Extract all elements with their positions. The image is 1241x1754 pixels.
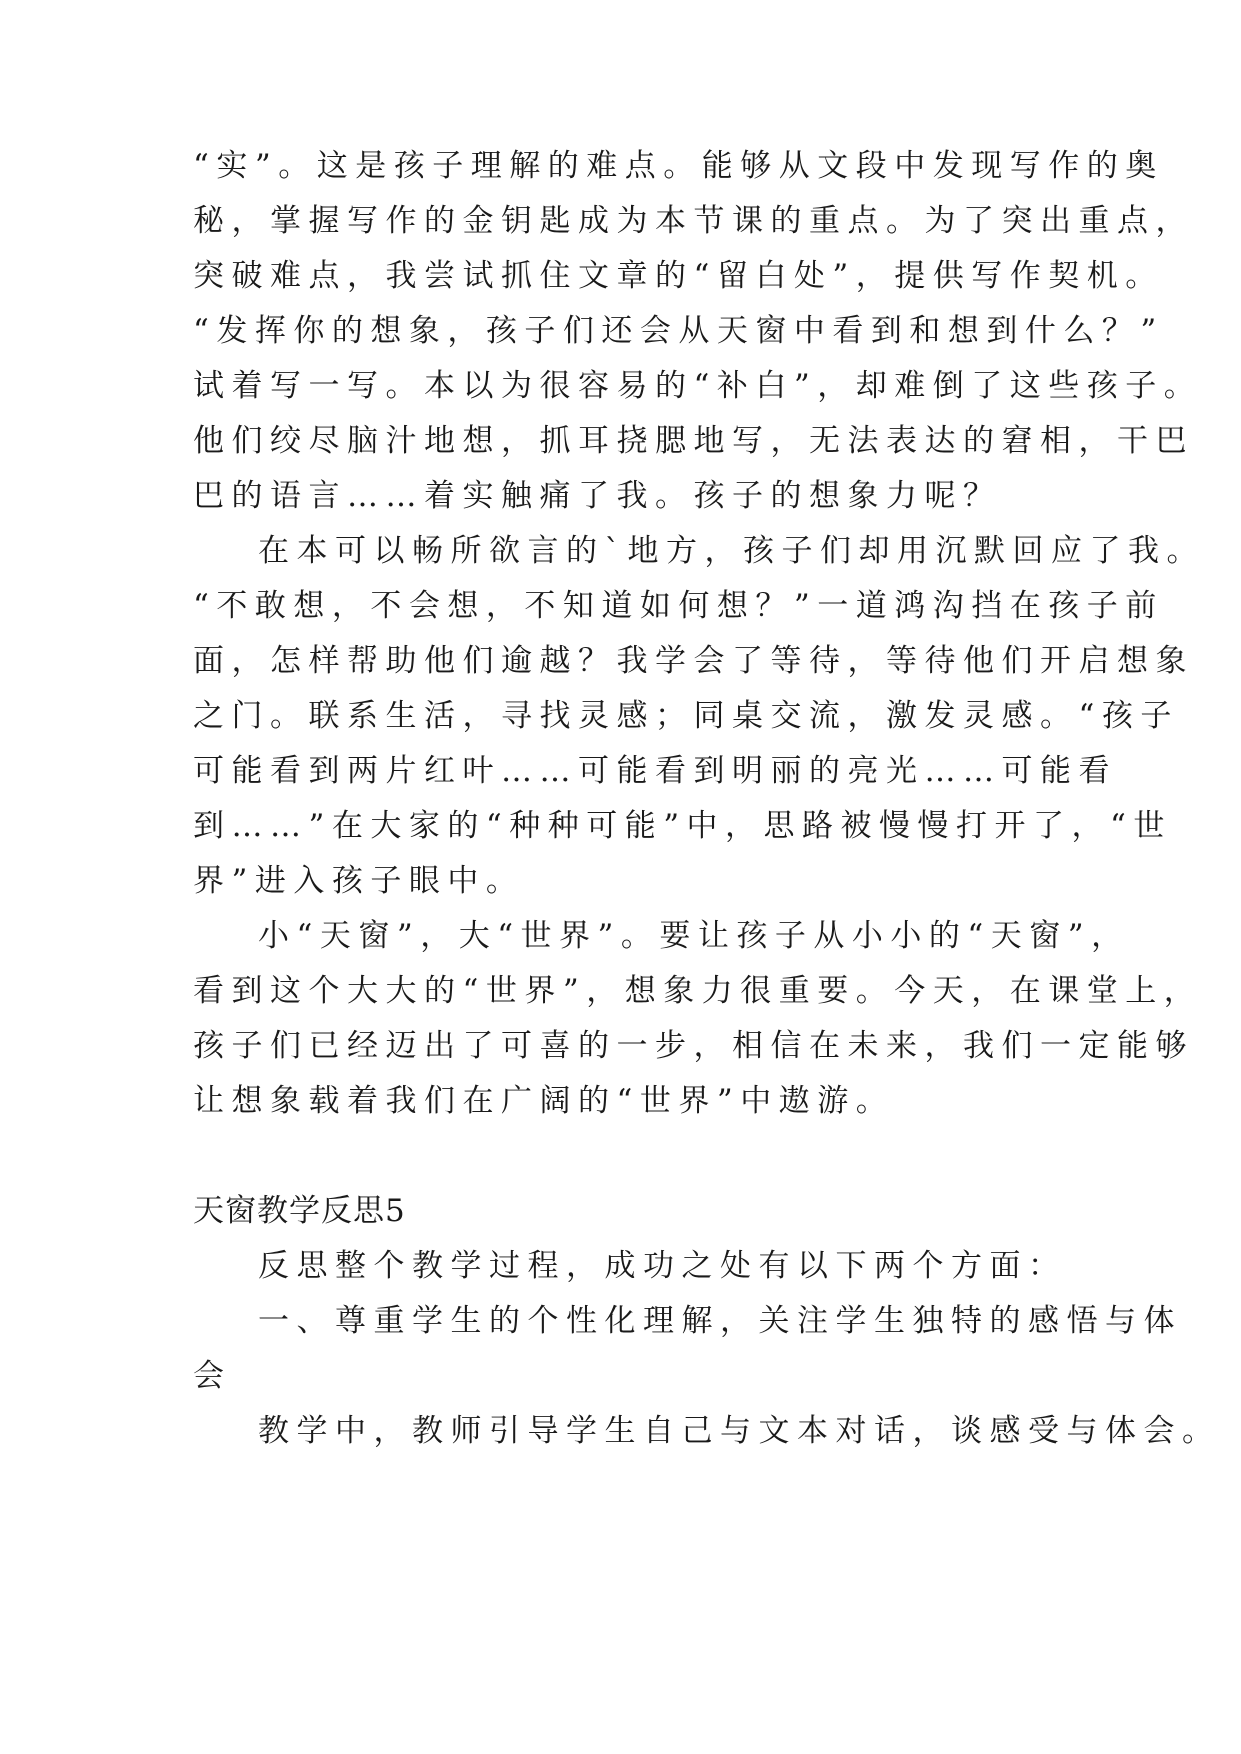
text-line: 秘，掌握写作的金钥匙成为本节课的重点。为了突出重点， (193, 203, 1194, 239)
text-line: 看到这个大大的“世界”，想象力很重要。今天，在课堂上， (193, 973, 1203, 1009)
text-line: 会 (193, 1358, 232, 1394)
text-line: 他们绞尽脑汁地想，抓耳挠腮地写，无法表达的窘相，干巴 (193, 423, 1194, 459)
text-line: 教学中，教师引导学生自己与文本对话，谈感受与体会。 (258, 1413, 1221, 1449)
text-line: 小“天窗”，大“世界”。要让孩子从小小的“天窗”， (258, 918, 1130, 954)
text-line: “实”。这是孩子理解的难点。能够从文段中发现写作的奥 (193, 148, 1164, 184)
text-line: 孩子们已经迈出了可喜的一步，相信在未来，我们一定能够 (193, 1028, 1194, 1064)
text-line: 之门。联系生活，寻找灵感；同桌交流，激发灵感。“孩子 (193, 698, 1179, 734)
text-line: 试着写一写。本以为很容易的“补白”，却难倒了这些孩子。 (193, 368, 1203, 404)
text-line: 面，怎样帮助他们逾越？我学会了等待，等待他们开启想象 (193, 643, 1194, 679)
text-line: 让想象载着我们在广阔的“世界”中遨游。 (193, 1083, 895, 1119)
text-line: “不敢想，不会想，不知道如何想？”一道鸿沟挡在孩子前 (193, 588, 1164, 624)
text-line: 反思整个教学过程，成功之处有以下两个方面： (258, 1248, 1067, 1284)
text-line: 突破难点，我尝试抓住文章的“留白处”，提供写作契机。 (193, 258, 1164, 294)
text-line: 到……”在大家的“种种可能”中，思路被慢慢打开了，“世 (193, 808, 1172, 844)
text-line: 巴的语言……着实触痛了我。孩子的想象力呢？ (193, 478, 1002, 514)
text-line: 界”进入孩子眼中。 (193, 863, 525, 899)
text-line: “发挥你的想象，孩子们还会从天窗中看到和想到什么？” (193, 313, 1164, 349)
text-line: 一、尊重学生的个性化理解，关注学生独特的感悟与体 (258, 1303, 1182, 1339)
text-line: 可能看到两片红叶……可能看到明丽的亮光……可能看 (193, 753, 1117, 789)
section-title: 天窗教学反思5 (193, 1193, 406, 1229)
text-line: 在本可以畅所欲言的`地方，孩子们却用沉默回应了我。 (258, 533, 1205, 569)
